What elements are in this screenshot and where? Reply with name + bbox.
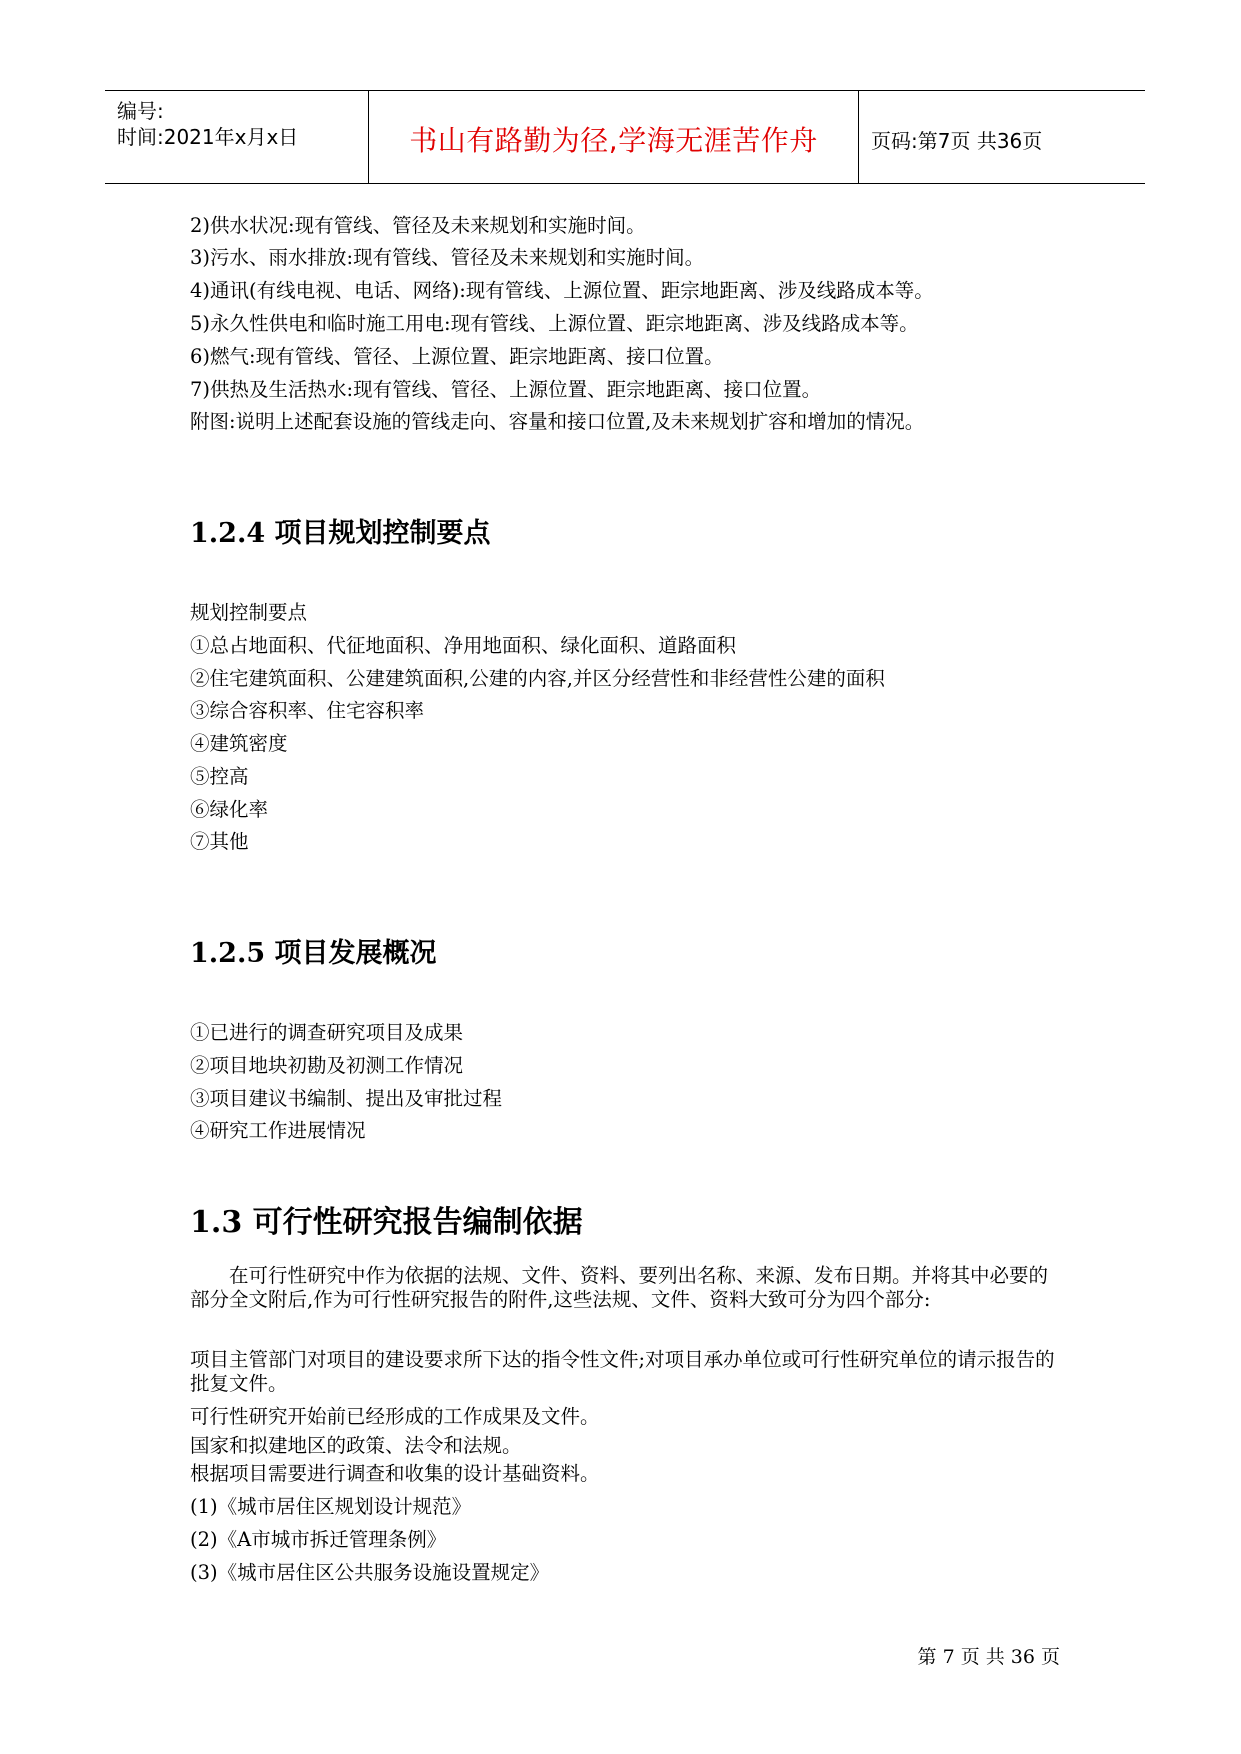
text-line: 3)污水、雨水排放:现有管线、管径及未来规划和实施时间。 (190, 246, 705, 269)
page-header (105, 90, 1145, 184)
page-footer: 第 7 页 共 36 页 (917, 1646, 1060, 1668)
list-item: ④研究工作进展情况 (190, 1119, 366, 1142)
text-line: 2)供水状况:现有管线、管径及未来规划和实施时间。 (190, 214, 646, 237)
text-line: 7)供热及生活热水:现有管线、管径、上源位置、距宗地距离、接口位置。 (190, 378, 822, 401)
text-line: 5)永久性供电和临时施工用电:现有管线、上源位置、距宗地距离、涉及线路成本等。 (190, 312, 919, 335)
header-number-label: 编号: (117, 99, 164, 123)
list-item: ①已进行的调查研究项目及成果 (190, 1021, 464, 1044)
text-line: 可行性研究开始前已经形成的工作成果及文件。 (190, 1405, 600, 1428)
list-item: ①总占地面积、代征地面积、净用地面积、绿化面积、道路面积 (190, 634, 737, 657)
header-motto-cell (369, 91, 859, 183)
header-page-cell (859, 91, 1145, 183)
header-info-cell (105, 91, 369, 183)
reference-item: (1)《城市居住区规划设计规范》 (190, 1495, 472, 1518)
list-item: ⑤控高 (190, 765, 249, 788)
header-time-label: 时间:2021年x月x日 (117, 125, 299, 149)
list-item: 规划控制要点 (190, 601, 308, 624)
header-page-label: 页码:第7页 共36页 (871, 129, 1043, 153)
paragraph-directive-docs: 项目主管部门对项目的建设要求所下达的指令性文件;对项目承办单位或可行性研究单位的请示报告的批复文件。 (190, 1348, 1055, 1395)
text-line: 根据项目需要进行调查和收集的设计基础资料。 (190, 1462, 600, 1485)
paragraph-intro: 在可行性研究中作为依据的法规、文件、资料、要列出名称、来源、发布日期。并将其中必要的部分全文附后,作为可行性研究报告的附件,这些法规、文件、资料大致可分为四个部分: (190, 1264, 1049, 1311)
text-line: 6)燃气:现有管线、管径、上源位置、距宗地距离、接口位置。 (190, 345, 724, 368)
list-item: ②项目地块初勘及初测工作情况 (190, 1054, 464, 1077)
text-line: 附图:说明上述配套设施的管线走向、容量和接口位置,及未来规划扩容和增加的情况。 (190, 410, 925, 433)
list-item: ⑥绿化率 (190, 798, 269, 821)
section-heading-1-2-4: 1.2.4 项目规划控制要点 (190, 518, 491, 549)
text-line: 4)通讯(有线电视、电话、网络):现有管线、上源位置、距宗地距离、涉及线路成本等。 (190, 279, 934, 302)
list-item: ⑦其他 (190, 830, 249, 853)
list-item: ③项目建议书编制、提出及审批过程 (190, 1087, 503, 1110)
reference-item: (2)《A市城市拆迁管理条例》 (190, 1528, 447, 1551)
reference-item: (3)《城市居住区公共服务设施设置规定》 (190, 1561, 550, 1584)
header-motto: 书山有路勤为径,学海无涯苦作舟 (409, 124, 818, 157)
section-heading-1-3: 1.3 可行性研究报告编制依据 (190, 1205, 583, 1240)
list-item: ④建筑密度 (190, 732, 288, 755)
list-item: ③综合容积率、住宅容积率 (190, 699, 425, 722)
text-line: 国家和拟建地区的政策、法令和法规。 (190, 1434, 522, 1457)
list-item: ②住宅建筑面积、公建建筑面积,公建的内容,并区分经营性和非经营性公建的面积 (190, 667, 885, 690)
section-heading-1-2-5: 1.2.5 项目发展概况 (190, 938, 437, 969)
